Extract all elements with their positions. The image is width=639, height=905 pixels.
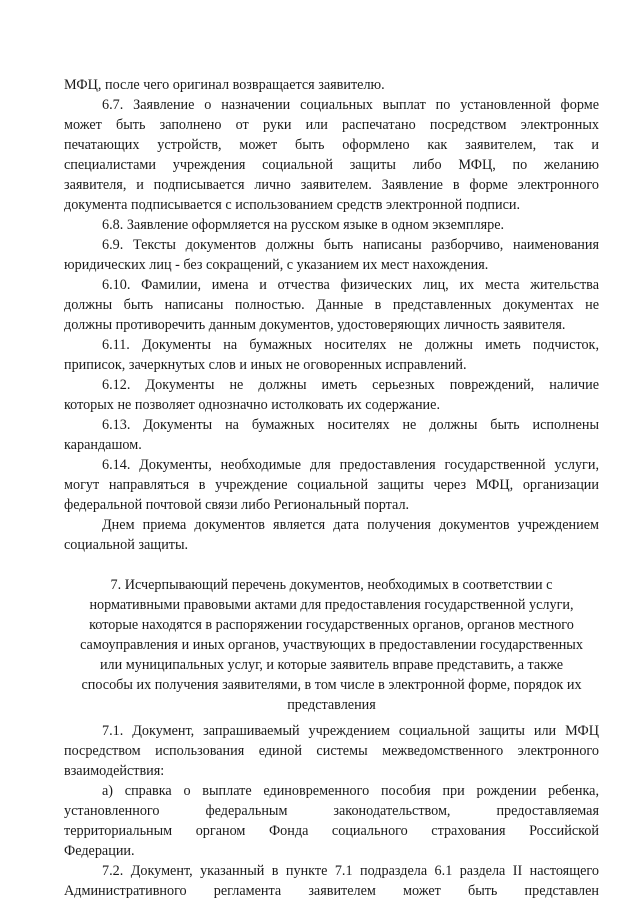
text-line: документа подписывается с использованием средств электронной подписи.: [64, 197, 521, 213]
text-line: 6.12. Документы не должны иметь серьезных повреждений, наличие: [102, 377, 599, 393]
text-line: карандашом.: [64, 437, 142, 453]
text-line: а) справка о выплате единовременного пособия при рождении ребенка,: [102, 783, 599, 799]
text-line: печатающих устройств, может быть оформлено как заявителем, так и: [64, 137, 599, 153]
section-heading-line: 7. Исчерпывающий перечень документов, необходимых в соответствии с: [110, 577, 553, 593]
text-line: 6.9. Тексты документов должны быть написаны разборчиво, наименования: [102, 237, 599, 253]
text-line: 6.14. Документы, необходимые для предоставления государственной услуги,: [102, 457, 599, 473]
text-line: взаимодействия:: [64, 763, 165, 779]
section-heading-line: самоуправления и иных органов, участвующих в предоставлении государственных: [80, 637, 583, 653]
text-line: 6.7. Заявление о назначении социальных выплат по установленной форме: [102, 97, 599, 113]
text-line: может быть заполнено от руки или распечатано посредством электронных: [64, 117, 599, 133]
text-line: приписок, зачеркнутых слов и иных не оговоренных исправлений.: [64, 357, 467, 373]
text-line: 6.13. Документы на бумажных носителях не должны быть исполнены: [102, 417, 599, 433]
section-heading-line: способы их получения заявителями, в том числе в электронной форме, порядок их: [81, 677, 582, 693]
text-line: Федерации.: [64, 843, 135, 859]
text-line: должны противоречить данным документов, удостоверяющих личность заявителя.: [64, 317, 566, 333]
text-line: установленного федеральным законодательством, предоставляемая: [64, 803, 599, 819]
section-heading-line: которые находятся в распоряжении государственных органов, органов местного: [89, 617, 574, 633]
text-line: социальной защиты.: [64, 537, 189, 553]
text-line: могут направляться в учреждение социальной защиты через МФЦ, организации: [64, 477, 599, 493]
text-line: которых не позволяет однозначно истолковать их содержание.: [64, 397, 440, 413]
text-line: юридических лиц - без сокращений, с указанием их мест нахождения.: [64, 257, 489, 273]
text-line: должны быть написаны полностью. Данные в представленных документах не: [64, 297, 599, 313]
text-line: территориальным органом Фонда социального страхования Российской: [64, 823, 599, 839]
text-line: Днем приема документов является дата получения документов учреждением: [102, 517, 599, 533]
section-heading-line: представления: [287, 697, 376, 713]
text-line: Административного регламента заявителем может быть представлен: [64, 883, 599, 899]
text-line: 7.2. Документ, указанный в пункте 7.1 подраздела 6.1 раздела II настоящего: [102, 863, 599, 879]
text-line: федеральной почтовой связи либо Региональный портал.: [64, 497, 410, 513]
section-heading-line: нормативными правовыми актами для предоставления государственной услуги,: [89, 597, 574, 613]
section-heading-line: или муниципальных услуг, и которые заявитель вправе представить, а также: [99, 657, 564, 673]
text-line: посредством использования единой системы межведомственного электронного: [64, 743, 599, 759]
text-line: специалистами учреждения социальной защиты либо МФЦ, по желанию: [64, 157, 599, 173]
text-line: 6.11. Документы на бумажных носителях не должны иметь подчисток,: [102, 337, 599, 353]
text-line: заявителя, и подписывается лично заявителем. Заявление в форме электронного: [64, 177, 599, 193]
text-line: 7.1. Документ, запрашиваемый учреждением социальной защиты или МФЦ: [102, 723, 599, 739]
text-line: 6.8. Заявление оформляется на русском языке в одном экземпляре.: [102, 217, 505, 233]
text-line: МФЦ, после чего оригинал возвращается заявителю.: [64, 77, 385, 93]
text-line: 6.10. Фамилии, имена и отчества физических лиц, их места жительства: [102, 277, 599, 293]
